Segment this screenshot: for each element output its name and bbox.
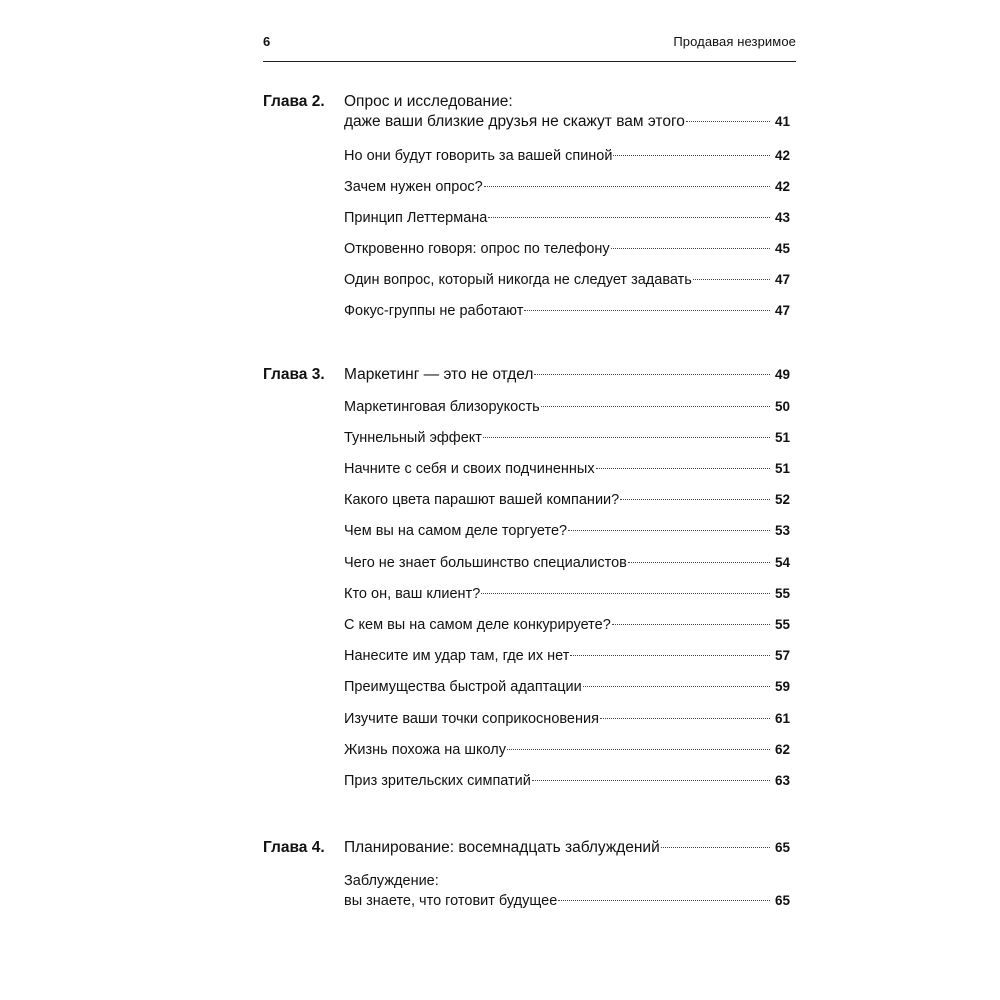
page-ref: 55	[774, 617, 790, 632]
page-ref: 55	[774, 586, 790, 601]
toc-entry[interactable]	[344, 553, 790, 573]
toc-entry[interactable]	[344, 490, 790, 510]
dot-leader	[693, 279, 770, 280]
chapter-title-line1: Опрос и исследование:	[344, 93, 513, 110]
entry-title: Зачем нужен опрос?	[344, 179, 483, 195]
dot-leader	[524, 310, 770, 311]
entry-title: Преимущества быстрой адаптации	[344, 679, 582, 695]
page-ref: 43	[774, 210, 790, 225]
page-ref: 45	[774, 241, 790, 256]
entry-title: Кто он, ваш клиент?	[344, 586, 481, 602]
dot-leader	[620, 499, 770, 500]
page-ref: 51	[774, 430, 790, 445]
page-ref: 62	[774, 742, 790, 757]
toc-entry[interactable]	[344, 301, 790, 321]
dot-leader	[596, 468, 770, 469]
page-ref: 65	[774, 840, 790, 855]
entry-title: Туннельный эффект	[344, 430, 482, 446]
toc-entry[interactable]	[344, 677, 790, 697]
page-ref: 65	[774, 893, 790, 908]
toc-entry[interactable]	[344, 428, 790, 448]
entry-title: Откровенно говоря: опрос по телефону	[344, 241, 610, 257]
dot-leader	[484, 186, 770, 187]
page-ref: 52	[774, 492, 790, 507]
page-number: 6	[263, 34, 271, 49]
page-ref: 63	[774, 773, 790, 788]
entry-title-line2: вы знаете, что готовит будущее	[344, 893, 558, 909]
chapter-title-line2: даже ваши близкие друзья не скажут вам этого	[344, 113, 685, 130]
entry-title: Нанесите им удар там, где их нет	[344, 648, 570, 664]
dot-leader	[541, 406, 770, 407]
dot-leader	[628, 562, 770, 563]
chapter-label: Глава 4.	[263, 839, 325, 856]
toc-entry[interactable]	[344, 239, 790, 259]
dot-leader	[488, 217, 770, 218]
page-ref: 41	[774, 114, 790, 129]
page-ref: 57	[774, 648, 790, 663]
dot-leader	[507, 749, 770, 750]
toc-entry-chapter-title[interactable]	[344, 838, 790, 858]
dot-leader	[661, 847, 770, 848]
entry-title-line1: Заблуждение:	[344, 873, 439, 889]
chapter-title: Маркетинг — это не отдел	[344, 366, 534, 383]
toc-entry[interactable]	[344, 646, 790, 666]
dot-leader	[534, 374, 770, 375]
entry-title: Маркетинговая близорукость	[344, 399, 540, 415]
dot-leader	[600, 718, 770, 719]
entry-title: Но они будут говорить за вашей спиной	[344, 148, 613, 164]
dot-leader	[558, 900, 770, 901]
dot-leader	[481, 593, 770, 594]
toc-entry-chapter-title[interactable]	[344, 365, 790, 385]
toc-entry[interactable]	[344, 208, 790, 228]
running-title: Продавая незримое	[673, 34, 796, 49]
toc-entry-chapter-title[interactable]	[344, 92, 790, 132]
entry-title: Чем вы на самом деле торгуете?	[344, 523, 568, 539]
page-ref: 61	[774, 711, 790, 726]
page-ref: 47	[774, 303, 790, 318]
toc-entry[interactable]	[344, 871, 790, 911]
entry-title: Чего не знает большинство специалистов	[344, 555, 627, 571]
page-ref: 51	[774, 461, 790, 476]
dot-leader	[583, 686, 770, 687]
page-ref: 54	[774, 555, 790, 570]
entry-title: Приз зрительских симпатий	[344, 773, 531, 789]
entry-title: С кем вы на самом деле конкурируете?	[344, 617, 611, 633]
page-ref: 53	[774, 523, 790, 538]
dot-leader	[612, 624, 770, 625]
page-ref: 59	[774, 679, 790, 694]
toc-entry[interactable]	[344, 740, 790, 760]
toc-entry[interactable]	[344, 177, 790, 197]
entry-title: Один вопрос, который никогда не следует задавать	[344, 272, 692, 288]
toc-entry[interactable]	[344, 521, 790, 541]
entry-title: Изучите ваши точки соприкосновения	[344, 711, 599, 727]
toc-entry[interactable]	[344, 270, 790, 290]
entry-title: Какого цвета парашют вашей компании?	[344, 492, 620, 508]
dot-leader	[532, 780, 770, 781]
chapter-label: Глава 3.	[263, 366, 325, 383]
entry-title: Фокус-группы не работают	[344, 303, 524, 319]
page-ref: 50	[774, 399, 790, 414]
page-ref: 42	[774, 148, 790, 163]
dot-leader	[570, 655, 770, 656]
toc-entry[interactable]	[344, 709, 790, 729]
chapter-title: Планирование: восемнадцать заблуждений	[344, 839, 660, 856]
toc-entry[interactable]	[344, 397, 790, 417]
toc-entry[interactable]	[344, 146, 790, 166]
entry-title: Жизнь похожа на школу	[344, 742, 506, 758]
page-ref: 47	[774, 272, 790, 287]
dot-leader	[611, 248, 770, 249]
toc-entry[interactable]	[344, 459, 790, 479]
entry-title: Начните с себя и своих подчиненных	[344, 461, 595, 477]
dot-leader	[483, 437, 770, 438]
chapter-label: Глава 2.	[263, 93, 325, 110]
page-ref: 49	[774, 367, 790, 382]
page-ref: 42	[774, 179, 790, 194]
dot-leader	[613, 155, 770, 156]
toc-entry[interactable]	[344, 771, 790, 791]
toc-entry[interactable]	[344, 615, 790, 635]
entry-title: Принцип Леттермана	[344, 210, 488, 226]
dot-leader	[568, 530, 770, 531]
dot-leader	[686, 121, 770, 122]
toc-entry[interactable]	[344, 584, 790, 604]
